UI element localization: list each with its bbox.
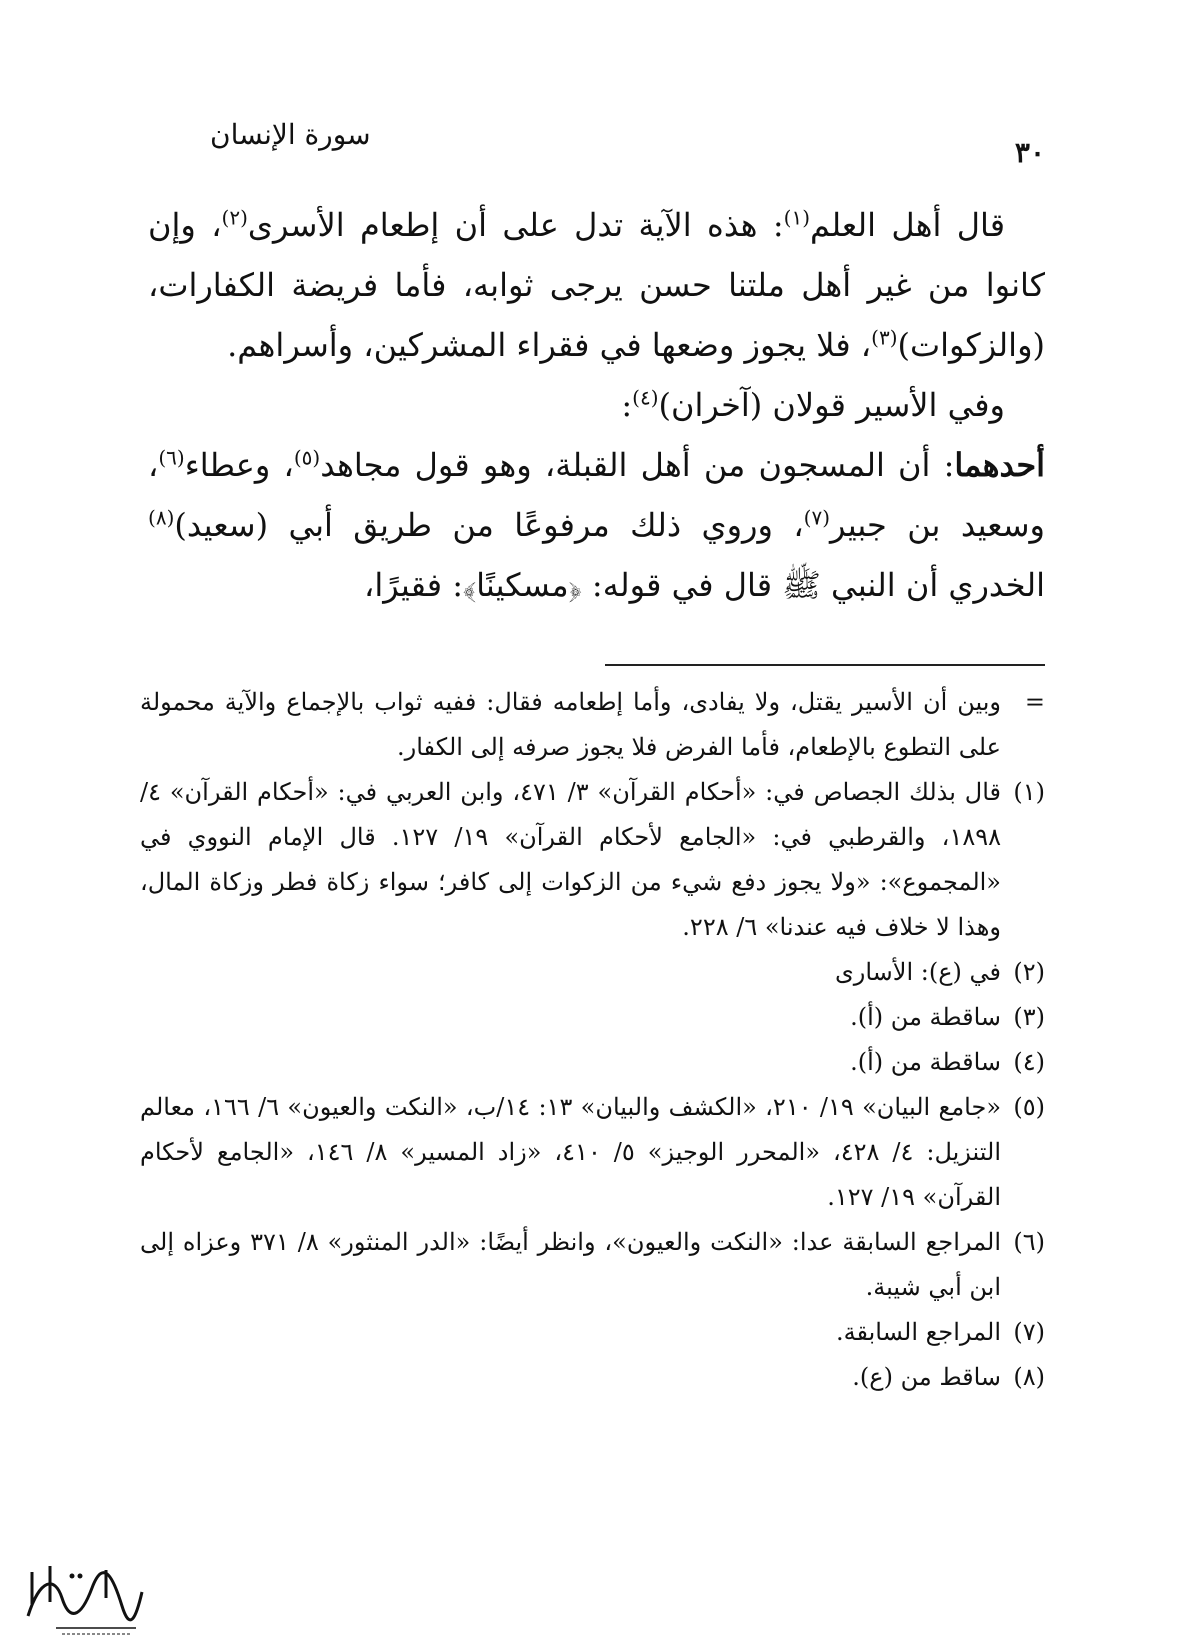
footnote-1 bbox=[140, 770, 1045, 950]
footnote-ref[interactable]: (٧) bbox=[803, 505, 831, 530]
text-run: ، وروي ذلك مرفوعًا من طريق أبي (سعيد) bbox=[174, 506, 804, 544]
footnote-7 bbox=[140, 1310, 1045, 1355]
footnote-text: المراجع السابقة عدا: «النكت والعيون»، وانظر أيضًا: «الدر المنثور» ٨/ ٣٧١ وعزاه إلى ابن أبي شيبة. bbox=[140, 1228, 1001, 1301]
footnote-number: (٦) bbox=[1013, 1228, 1045, 1256]
footnote-continued bbox=[140, 680, 1045, 770]
footnote-text: في (ع): الأسارى bbox=[834, 958, 1001, 986]
text-run: ، وسعيد بن جبير bbox=[148, 446, 1046, 544]
footnote-2 bbox=[140, 950, 1045, 995]
publisher-logo bbox=[10, 1558, 150, 1638]
footnote-number: (٥) bbox=[1013, 1093, 1045, 1121]
paragraph-two-opinions bbox=[148, 375, 1045, 435]
main-text bbox=[148, 195, 1045, 615]
footnote-number: (٨) bbox=[1013, 1363, 1045, 1391]
footnote-number: (٧) bbox=[1013, 1318, 1045, 1346]
surah-title: سورة الإنسان bbox=[210, 118, 371, 151]
footnote-number: (١) bbox=[1013, 778, 1045, 806]
footnote-ref[interactable]: (٣) bbox=[871, 325, 898, 350]
footnote-8 bbox=[140, 1355, 1045, 1400]
text-run: الخدري أن النبي ﷺ قال في قوله: ﴿مسكينًا﴾: فقيرًا، bbox=[364, 566, 1045, 604]
footnote-text: «جامع البيان» ١٩/ ٢١٠، «الكشف والبيان» ١٣: ١٤/ب، «النكت والعيون» ٦/ ١٦٦، معالم التنزيل: ٤/ ٤٢٨، «المحرر الوجيز» ٥/ ٤١٠، «زاد المسير» ٨/ ١٤٦، «الجامع لأحكام القرآن» ١٩/ ١٢٧. bbox=[140, 1093, 1002, 1211]
page-header bbox=[140, 118, 1045, 168]
lead-word: أحدهما bbox=[954, 446, 1046, 484]
footnote-ref[interactable]: (٥) bbox=[293, 445, 321, 470]
footnotes bbox=[140, 680, 1045, 1400]
text-run: ، فلا يجوز وضعها في فقراء المشركين، وأسراهم. bbox=[227, 326, 872, 364]
footnote-text: المراجع السابقة. bbox=[835, 1318, 1001, 1346]
text-run: : هذه الآية تدل على أن إطعام الأسرى bbox=[247, 206, 784, 244]
footnote-text: قال بذلك الجصاص في: «أحكام القرآن» ٣/ ٤٧١، وابن العربي في: «أحكام القرآن» ٤/ ١٨٩٨، والقرطبي في: «الجامع لأحكام القرآن» ١٩/ ١٢٧. قال الإمام النووي في «المجموع»: «ولا يجوز دفع شيء من الزكوات إلى كافر؛ سواء زكاة فطر وزكاة المال، وهذا لا خلاف فيه عندنا» ٦/ ٢٢٨. bbox=[140, 778, 1001, 941]
footnote-5 bbox=[140, 1085, 1045, 1220]
footnote-number: (٤) bbox=[1013, 1048, 1045, 1076]
footnote-text: ساقطة من (أ). bbox=[850, 1003, 1001, 1031]
footnote-text: وبين أن الأسير يقتل، ولا يفادى، وأما إطعامه فقال: ففيه ثواب بالإجماع والآية محمولة على التطوع بالإطعام، فأما الفرض فلا يجوز صرفه إلى الكفار. bbox=[140, 688, 1001, 761]
footnote-number: (٢) bbox=[1013, 958, 1045, 986]
footnote-6 bbox=[140, 1220, 1045, 1310]
text-run: ، وعطاء bbox=[184, 446, 294, 484]
footnote-ref[interactable]: (٨) bbox=[148, 505, 175, 530]
footnote-text: ساقطة من (أ). bbox=[850, 1048, 1001, 1076]
text-run: ، وإن كانوا من غير أهل ملتنا حسن يرجى ثوابه، فأما فريضة الكفارات، (والزكوات) bbox=[148, 206, 1046, 364]
footnote-separator bbox=[605, 664, 1045, 666]
text-run: : bbox=[621, 386, 633, 424]
paragraph-scholars bbox=[148, 195, 1045, 375]
footnote-ref[interactable]: (٢) bbox=[221, 205, 248, 230]
footnote-number: (٣) bbox=[1013, 1003, 1045, 1031]
page-number: ٣٠ bbox=[1014, 136, 1045, 169]
text-run: قال أهل العلم bbox=[810, 206, 1006, 244]
footnote-ref[interactable]: (٤) bbox=[632, 385, 659, 410]
footnote-3 bbox=[140, 995, 1045, 1040]
text-run: وفي الأسير قولان (آخران) bbox=[658, 386, 1005, 424]
footnote-number: = bbox=[1024, 688, 1045, 716]
footnote-ref[interactable]: (١) bbox=[783, 205, 811, 230]
footnote-ref[interactable]: (٦) bbox=[158, 445, 185, 470]
text-run: : أن المسجون من أهل القبلة، وهو قول مجاهد bbox=[320, 446, 955, 484]
footnote-text: ساقط من (ع). bbox=[852, 1363, 1001, 1391]
footnote-4 bbox=[140, 1040, 1045, 1085]
paragraph-first-opinion bbox=[148, 435, 1045, 615]
